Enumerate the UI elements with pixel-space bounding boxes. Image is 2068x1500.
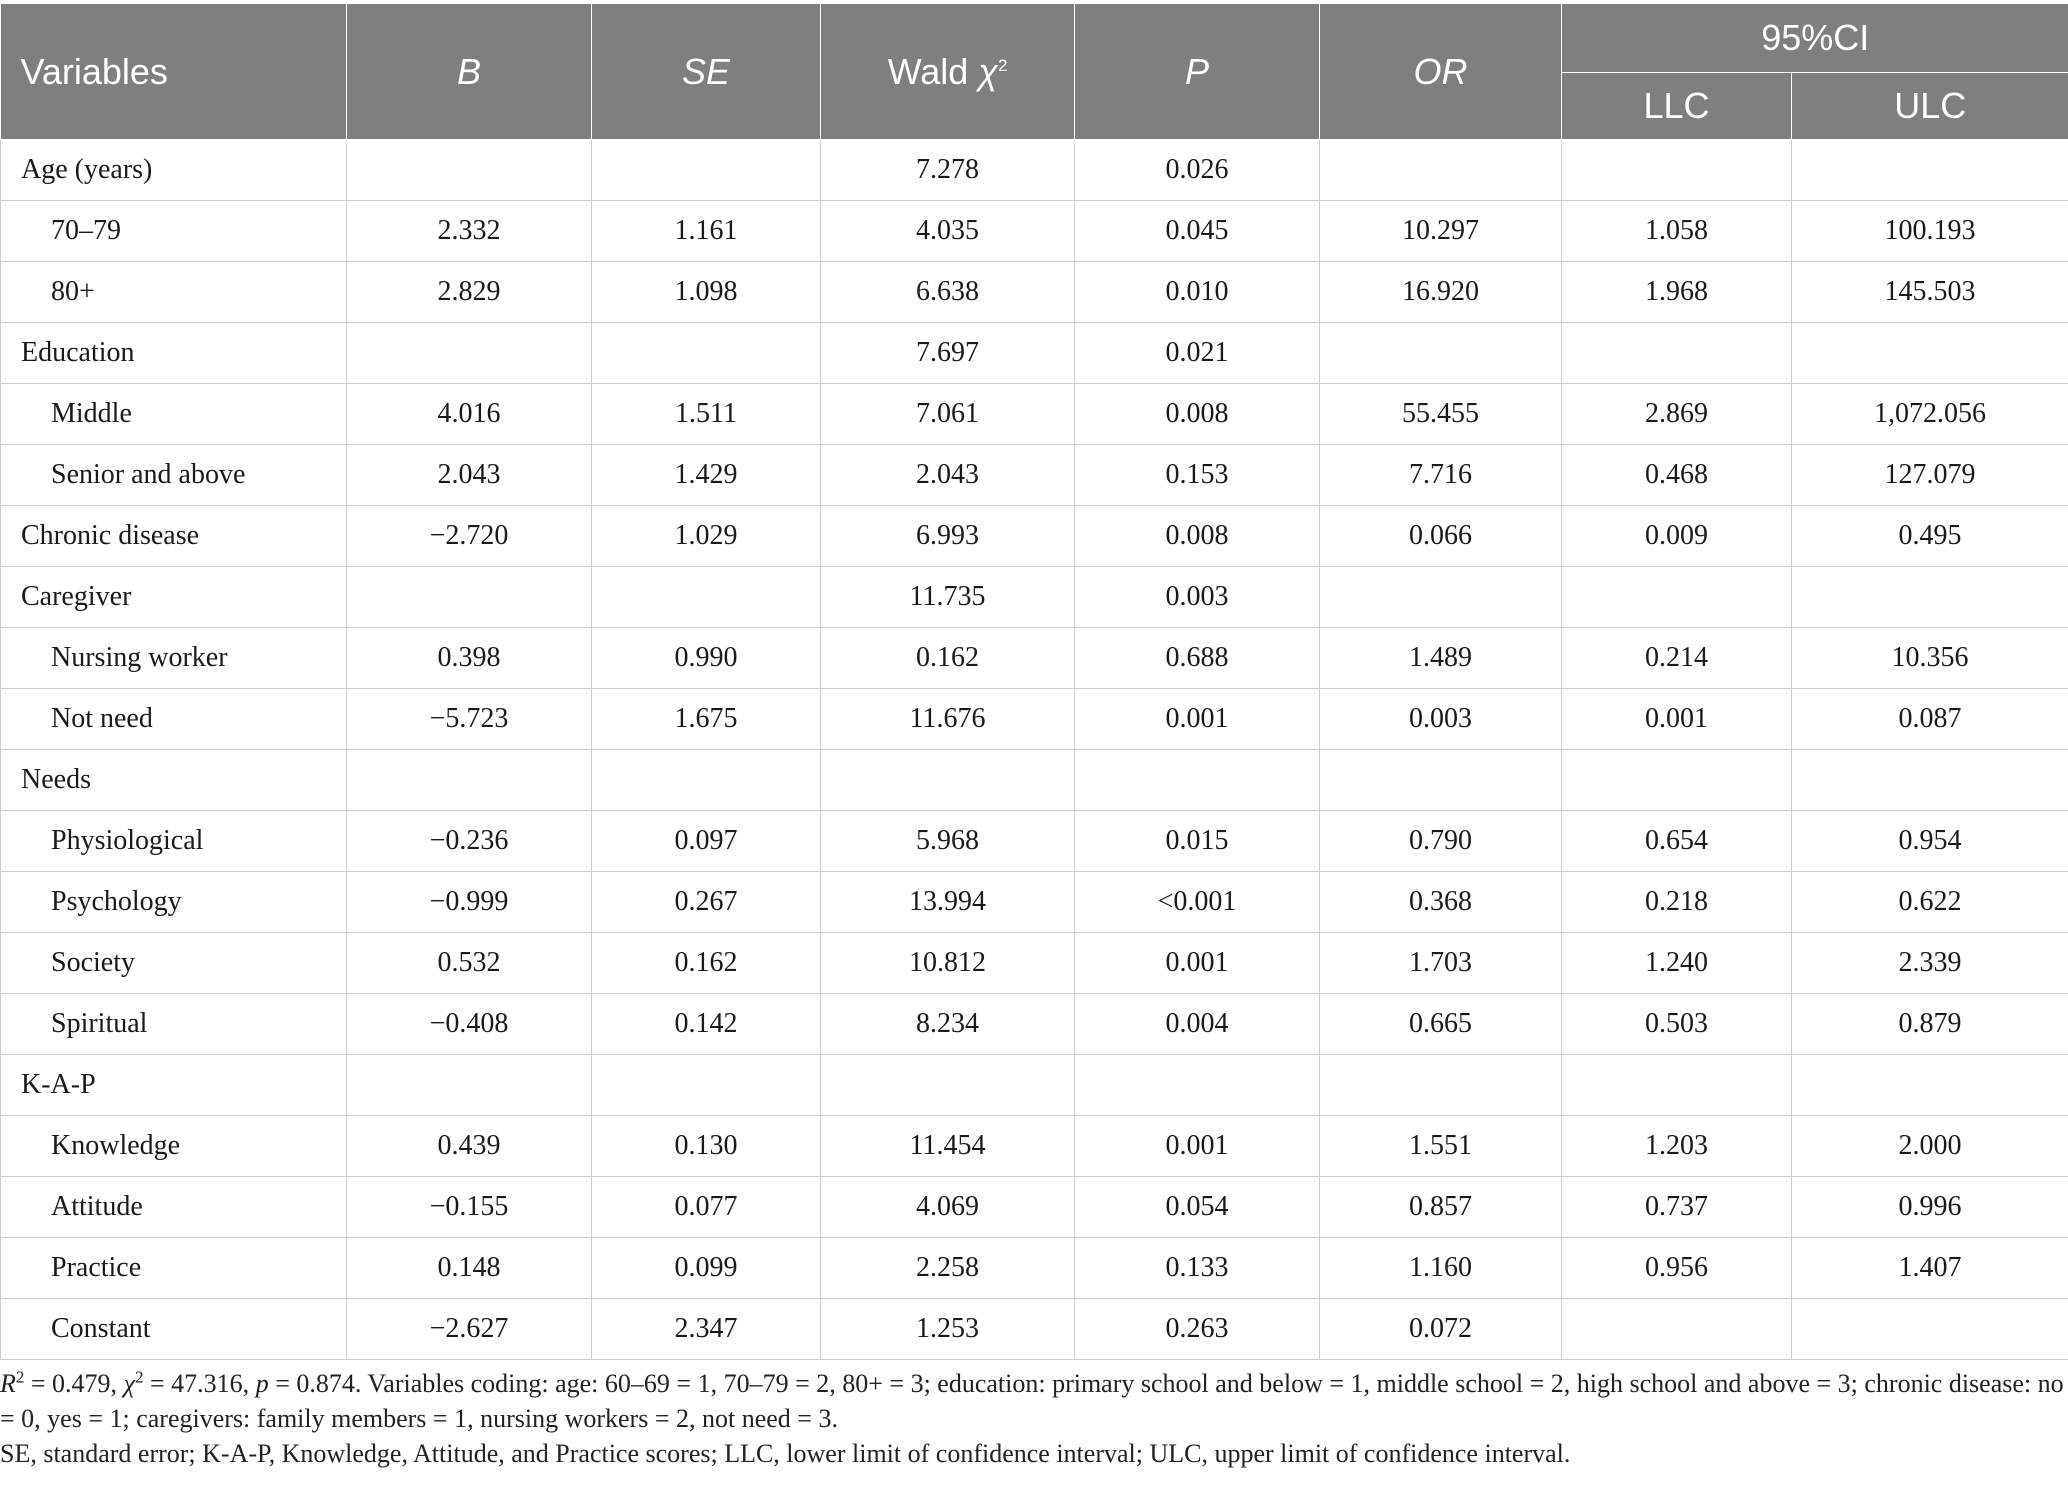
cell-llc: 1.968 (1562, 262, 1792, 323)
footnote-chi-sup: 2 (135, 1367, 144, 1387)
cell-variable: Constant (1, 1299, 347, 1360)
cell-ulc: 10.356 (1792, 628, 2068, 689)
table-row (1, 1116, 2068, 1177)
cell-b: −0.408 (347, 994, 592, 1055)
document (0, 4, 2068, 1471)
cell-or: 0.072 (1320, 1299, 1562, 1360)
cell-se: 0.077 (592, 1177, 821, 1238)
cell-or: 1.703 (1320, 933, 1562, 994)
cell-se: 0.990 (592, 628, 821, 689)
cell-or: 0.003 (1320, 689, 1562, 750)
cell-p: 0.001 (1075, 689, 1320, 750)
cell-variable: Age (years) (1, 140, 347, 201)
cell-variable: 70–79 (1, 201, 347, 262)
header-p: P (1075, 4, 1320, 140)
cell-variable: Society (1, 933, 347, 994)
cell-llc: 0.218 (1562, 872, 1792, 933)
cell-b: 0.398 (347, 628, 592, 689)
cell-or (1320, 140, 1562, 201)
cell-llc: 1.203 (1562, 1116, 1792, 1177)
table-row (1, 750, 2068, 811)
cell-llc: 0.956 (1562, 1238, 1792, 1299)
cell-variable: Attitude (1, 1177, 347, 1238)
header-wald-chi: χ (978, 50, 998, 92)
table-row (1, 1238, 2068, 1299)
cell-ulc: 127.079 (1792, 445, 2068, 506)
cell-se: 0.162 (592, 933, 821, 994)
cell-or: 16.920 (1320, 262, 1562, 323)
cell-llc (1562, 1299, 1792, 1360)
cell-variable: Caregiver (1, 567, 347, 628)
cell-or: 0.368 (1320, 872, 1562, 933)
cell-p: 0.688 (1075, 628, 1320, 689)
header-variables: Variables (1, 4, 347, 140)
cell-or: 1.160 (1320, 1238, 1562, 1299)
cell-wald: 7.697 (821, 323, 1075, 384)
cell-p: 0.054 (1075, 1177, 1320, 1238)
cell-b: 2.829 (347, 262, 592, 323)
cell-p: 0.003 (1075, 567, 1320, 628)
cell-wald: 7.061 (821, 384, 1075, 445)
cell-ulc (1792, 1299, 2068, 1360)
cell-ulc (1792, 750, 2068, 811)
table-footnote (0, 1360, 2068, 1471)
footnote-chi: χ (123, 1369, 136, 1398)
cell-p: 0.001 (1075, 1116, 1320, 1177)
cell-p: 0.010 (1075, 262, 1320, 323)
table-row (1, 323, 2068, 384)
cell-b: −0.999 (347, 872, 592, 933)
cell-ulc (1792, 140, 2068, 201)
table-row (1, 140, 2068, 201)
cell-llc: 0.214 (1562, 628, 1792, 689)
cell-llc: 0.737 (1562, 1177, 1792, 1238)
cell-se (592, 140, 821, 201)
cell-se (592, 323, 821, 384)
cell-b (347, 1055, 592, 1116)
header-wald (821, 4, 1075, 140)
cell-ulc: 0.996 (1792, 1177, 2068, 1238)
cell-llc: 0.468 (1562, 445, 1792, 506)
cell-se: 1.429 (592, 445, 821, 506)
cell-llc: 0.009 (1562, 506, 1792, 567)
cell-p: <0.001 (1075, 872, 1320, 933)
header-se: SE (592, 4, 821, 140)
cell-ulc: 1,072.056 (1792, 384, 2068, 445)
cell-wald: 7.278 (821, 140, 1075, 201)
cell-ulc: 145.503 (1792, 262, 2068, 323)
footnote-chi-value: = 47.316, (143, 1369, 256, 1398)
cell-or (1320, 1055, 1562, 1116)
cell-b: 2.332 (347, 201, 592, 262)
table-row (1, 567, 2068, 628)
cell-b: 0.439 (347, 1116, 592, 1177)
cell-se (592, 567, 821, 628)
cell-wald: 8.234 (821, 994, 1075, 1055)
cell-p: 0.008 (1075, 506, 1320, 567)
cell-llc (1562, 323, 1792, 384)
footnote-r-value: = 0.479, (24, 1369, 124, 1398)
table-body (1, 140, 2068, 1360)
cell-ulc: 0.622 (1792, 872, 2068, 933)
cell-ulc (1792, 567, 2068, 628)
table-row (1, 262, 2068, 323)
table-row (1, 872, 2068, 933)
cell-b: −0.155 (347, 1177, 592, 1238)
cell-or (1320, 750, 1562, 811)
cell-variable: Not need (1, 689, 347, 750)
cell-variable: Knowledge (1, 1116, 347, 1177)
table-row (1, 1177, 2068, 1238)
cell-ulc: 0.495 (1792, 506, 2068, 567)
cell-or: 55.455 (1320, 384, 1562, 445)
cell-llc (1562, 750, 1792, 811)
cell-b: −0.236 (347, 811, 592, 872)
header-ulc: ULC (1792, 73, 2068, 140)
cell-or: 0.857 (1320, 1177, 1562, 1238)
header-wald-sup: 2 (997, 55, 1008, 75)
cell-variable: Psychology (1, 872, 347, 933)
cell-wald: 0.162 (821, 628, 1075, 689)
regression-table (0, 4, 2068, 1360)
table-row (1, 628, 2068, 689)
cell-variable: K-A-P (1, 1055, 347, 1116)
cell-ulc: 0.879 (1792, 994, 2068, 1055)
cell-ulc (1792, 323, 2068, 384)
cell-wald: 11.454 (821, 1116, 1075, 1177)
cell-variable: Physiological (1, 811, 347, 872)
footnote-r-letter: R (0, 1369, 16, 1398)
cell-wald: 4.035 (821, 201, 1075, 262)
cell-variable: Senior and above (1, 445, 347, 506)
cell-p (1075, 750, 1320, 811)
cell-wald: 1.253 (821, 1299, 1075, 1360)
cell-variable: Middle (1, 384, 347, 445)
cell-p: 0.021 (1075, 323, 1320, 384)
cell-llc (1562, 140, 1792, 201)
cell-wald: 5.968 (821, 811, 1075, 872)
cell-se: 1.511 (592, 384, 821, 445)
table-header (1, 4, 2068, 140)
cell-p: 0.008 (1075, 384, 1320, 445)
footnote-abbreviations: SE, standard error; K-A-P, Knowledge, Attitude, and Practice scores; LLC, lower limit of confidence interval; ULC, upper limit of confidence interval. (0, 1439, 1571, 1468)
cell-variable: Chronic disease (1, 506, 347, 567)
cell-se: 0.097 (592, 811, 821, 872)
cell-wald: 6.993 (821, 506, 1075, 567)
cell-variable: Practice (1, 1238, 347, 1299)
cell-llc: 0.001 (1562, 689, 1792, 750)
cell-or: 0.066 (1320, 506, 1562, 567)
cell-wald: 4.069 (821, 1177, 1075, 1238)
cell-wald: 11.735 (821, 567, 1075, 628)
cell-or: 10.297 (1320, 201, 1562, 262)
cell-p: 0.263 (1075, 1299, 1320, 1360)
cell-b: 0.532 (347, 933, 592, 994)
cell-se: 1.161 (592, 201, 821, 262)
cell-ulc: 100.193 (1792, 201, 2068, 262)
cell-se: 1.098 (592, 262, 821, 323)
cell-or: 1.551 (1320, 1116, 1562, 1177)
cell-se: 0.130 (592, 1116, 821, 1177)
footnote-stats (0, 1366, 2068, 1436)
cell-b: 4.016 (347, 384, 592, 445)
cell-or: 1.489 (1320, 628, 1562, 689)
cell-se: 0.099 (592, 1238, 821, 1299)
cell-wald: 2.043 (821, 445, 1075, 506)
table-row (1, 994, 2068, 1055)
cell-ulc: 2.000 (1792, 1116, 2068, 1177)
header-or: OR (1320, 4, 1562, 140)
cell-p: 0.015 (1075, 811, 1320, 872)
cell-llc: 1.058 (1562, 201, 1792, 262)
table-row (1, 1299, 2068, 1360)
cell-wald (821, 750, 1075, 811)
footnote-r-sup: 2 (15, 1367, 25, 1387)
cell-p: 0.133 (1075, 1238, 1320, 1299)
cell-b (347, 140, 592, 201)
cell-variable: Education (1, 323, 347, 384)
cell-variable: Needs (1, 750, 347, 811)
cell-or (1320, 567, 1562, 628)
cell-p: 0.004 (1075, 994, 1320, 1055)
table-row (1, 1055, 2068, 1116)
header-b: B (347, 4, 592, 140)
cell-se: 0.142 (592, 994, 821, 1055)
header-ci: 95%CI (1562, 4, 2068, 73)
cell-p: 0.001 (1075, 933, 1320, 994)
cell-ulc: 0.087 (1792, 689, 2068, 750)
table-row (1, 689, 2068, 750)
cell-variable: 80+ (1, 262, 347, 323)
cell-se: 1.029 (592, 506, 821, 567)
cell-b: −2.720 (347, 506, 592, 567)
cell-llc: 0.503 (1562, 994, 1792, 1055)
table-row (1, 933, 2068, 994)
cell-b: 2.043 (347, 445, 592, 506)
cell-se: 0.267 (592, 872, 821, 933)
footnote-p-letter: p (255, 1369, 269, 1398)
cell-se: 1.675 (592, 689, 821, 750)
cell-llc (1562, 1055, 1792, 1116)
cell-ulc: 1.407 (1792, 1238, 2068, 1299)
header-wald-text: Wald (887, 50, 979, 92)
cell-llc: 1.240 (1562, 933, 1792, 994)
cell-wald (821, 1055, 1075, 1116)
cell-b: −2.627 (347, 1299, 592, 1360)
cell-variable: Spiritual (1, 994, 347, 1055)
table-row (1, 445, 2068, 506)
table-row (1, 811, 2068, 872)
cell-variable: Nursing worker (1, 628, 347, 689)
cell-se: 2.347 (592, 1299, 821, 1360)
cell-llc: 2.869 (1562, 384, 1792, 445)
cell-ulc (1792, 1055, 2068, 1116)
table-row (1, 201, 2068, 262)
cell-p: 0.045 (1075, 201, 1320, 262)
cell-b (347, 567, 592, 628)
footnote-coding: = 0.874. Variables coding: age: 60–69 = 1, 70–79 = 2, 80+ = 3; education: primary school and below = 1, middle school = 2, high school and above = 3; chronic disease: no = 0, yes = 1; caregivers: family members = 1, nursing workers = 2, not need = 3. (0, 1369, 2064, 1433)
cell-b (347, 323, 592, 384)
cell-wald: 2.258 (821, 1238, 1075, 1299)
cell-p: 0.026 (1075, 140, 1320, 201)
cell-se (592, 750, 821, 811)
cell-or (1320, 323, 1562, 384)
header-llc: LLC (1562, 73, 1792, 140)
cell-p (1075, 1055, 1320, 1116)
cell-wald: 11.676 (821, 689, 1075, 750)
table-row (1, 506, 2068, 567)
cell-wald: 10.812 (821, 933, 1075, 994)
cell-or: 7.716 (1320, 445, 1562, 506)
cell-b: −5.723 (347, 689, 592, 750)
table-row (1, 384, 2068, 445)
cell-llc: 0.654 (1562, 811, 1792, 872)
cell-wald: 13.994 (821, 872, 1075, 933)
cell-ulc: 2.339 (1792, 933, 2068, 994)
cell-llc (1562, 567, 1792, 628)
cell-or: 0.790 (1320, 811, 1562, 872)
cell-b: 0.148 (347, 1238, 592, 1299)
cell-b (347, 750, 592, 811)
cell-wald: 6.638 (821, 262, 1075, 323)
cell-se (592, 1055, 821, 1116)
cell-ulc: 0.954 (1792, 811, 2068, 872)
cell-or: 0.665 (1320, 994, 1562, 1055)
cell-p: 0.153 (1075, 445, 1320, 506)
